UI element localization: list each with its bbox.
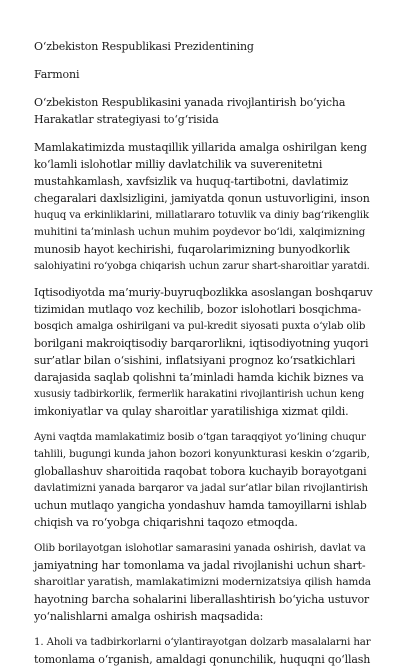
text-line: sharoitlar yaratish, mamlakatimizni modernizatsiya qilish hamda [34,576,371,588]
paragraph-2 [34,284,373,420]
text-line: davlatimizni yanada barqaror va jadal sur’atlar bilan rivojlantirish [34,482,368,494]
text-line: tomonlama o‘rganish, amaldagi qonunchilik, huquqni qo‘llash [34,653,371,666]
text-line: bosqich amalga oshirilgani va pul-kredit siyosati puxta o‘ylab olib [34,320,366,332]
text-line: chiqish va ro‘yobga chiqarishni taqozo etmoqda. [34,516,298,529]
text-line: 1. Aholi va tadbirkorlarni o‘ylantirayotgan dolzarb masalalarni har [34,636,371,648]
text-line: sur’atlar bilan o‘sishini, inflatsiyani prognoz ko‘rsatkichlari [34,354,356,367]
text-line: borilgani makroiqtisodiy barqarorlikni, iqtisodiyotning yuqori [34,337,369,350]
text-line: imkoniyatlar va qulay sharoitlar yaratilishiga xizmat qildi. [34,405,349,418]
text-line: Ayni vaqtda mamlakatimiz bosib o‘tgan taraqqiyot yo‘lining chuqur [34,432,366,443]
text-line: salohiyatini ro‘yobga chiqarish uchun zarur shart-sharoitlar yaratdi. [34,261,370,272]
text-line: jamiyatning har tomonlama va jadal rivojlanishi uchun shart- [34,559,366,572]
text-line: hayotning barcha sohalarini liberallashtirish bo‘yicha ustuvor [34,593,370,606]
paragraph-1 [34,139,368,275]
text-line: Mamlakatimizda mustaqillik yillarida amalga oshirilgan keng [34,141,367,154]
text-line: Iqtisodiyotda ma’muriy-buyruqbozlikka asoslangan boshqaruv [34,286,373,299]
text-line: muhitini ta’minlash uchun muhim poydevor bo‘ldi, xalqimizning [34,226,366,238]
text-line: yo‘nalishlarni amalga oshirish maqsadida: [34,610,264,623]
text-line: uchun mutlaqo yangicha yondashuv hamda tamoyillarni ishlab [34,499,367,512]
text-line: Olib borilayotgan islohotlar samarasini yanada oshirish, davlat va [34,542,366,554]
text-line: chegaralari daxlsizligini, jamiyatda qonun ustuvorligini, inson [34,192,370,205]
paragraph-4 [34,540,371,625]
text-line: huquq va erkinliklarini, millatlararo totuvlik va diniy bag‘rikenglik [34,209,369,221]
title-line: Harakatlar strategiyasi to‘g‘risida [34,113,219,126]
paragraph-3 [34,429,368,531]
document-title [34,94,368,128]
text-line: munosib hayot kechirishi, fuqarolarimizning bunyodkorlik [34,243,350,256]
title-line: O‘zbekiston Respublikasini yanada rivojlantirish bo‘yicha [34,96,346,109]
text-line: globallashuv sharoitida raqobat tobora kuchayib borayotgani [34,465,367,478]
text-line: xususiy tadbirkorlik, fermerlik harakatini rivojlantirish uchun keng [34,389,365,400]
text-line: ko‘lamli islohotlar milliy davlatchilik va suverenitetni [34,158,323,171]
text-line: mustahkamlash, xavfsizlik va huquq-tartibotni, davlatimiz [34,175,349,188]
document-header: O‘zbekiston Respublikasi Prezidentining [34,40,254,53]
paragraph-5 [34,634,371,668]
text-line: tizimidan mutlaqo voz kechilib, bozor islohotlari bosqichma- [34,303,362,316]
document-type: Farmoni [34,68,80,81]
text-line: darajasida saqlab qolishni ta’minladi hamda kichik biznes va [34,371,364,384]
text-line: tahlili, bugungi kunda jahon bozori konyunkturasi keskin o‘zgarib, [34,448,370,460]
